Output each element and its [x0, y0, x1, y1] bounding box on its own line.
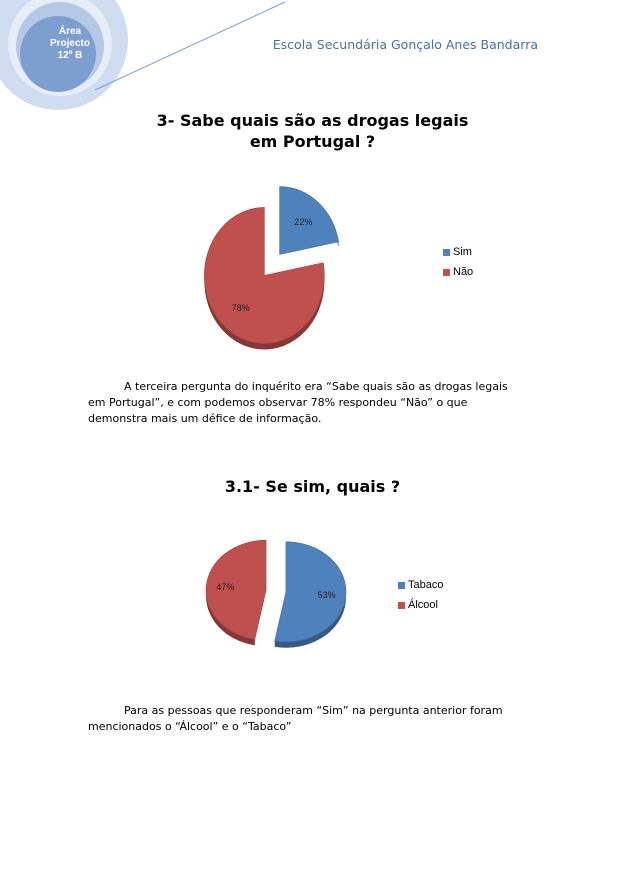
legend-swatch: [398, 602, 405, 609]
legend-item: [398, 595, 443, 615]
class-badge: [30, 26, 110, 90]
legend-item: [398, 575, 443, 595]
legend-item: [443, 262, 473, 282]
legend-label: Não: [453, 266, 474, 278]
question-1-title: [0, 110, 625, 152]
chart-legend: [398, 575, 443, 615]
pie-chart-legal-drugs: [190, 170, 390, 360]
pie-data-label: 22%: [294, 217, 313, 228]
pie-data-label: 53%: [317, 589, 336, 600]
question-2-title-line: 3.1- Se sim, quais ?: [224, 477, 401, 496]
legend-swatch: [398, 582, 405, 589]
school-name: Escola Secundária Gonçalo Anes Bandarra: [272, 37, 538, 52]
legend-label: Sim: [453, 246, 472, 258]
pie-data-label: 78%: [231, 302, 250, 313]
question-2-title: [0, 476, 625, 497]
legend-label: Tabaco: [408, 579, 444, 591]
pie-chart-which-drugs: [190, 525, 370, 665]
legend-swatch: [443, 249, 450, 256]
legend-label: Álcool: [408, 599, 438, 611]
legend-swatch: [443, 269, 450, 276]
question-1-title-line: em Portugal ?: [249, 132, 376, 151]
badge-line: Projecto: [49, 38, 90, 49]
pie-slice: [206, 540, 266, 639]
badge-line: 12º B: [57, 50, 83, 61]
paragraph-text: A terceira pergunta do inquérito era “Sabe quais são as drogas legais em Portugal”, e com podemos observar 78% respondeu “Não” o que demonstra mais um défice de informação.: [88, 380, 508, 425]
chart-legend: [443, 242, 473, 282]
question-2-paragraph: [88, 703, 518, 735]
paragraph-text: Para as pessoas que responderam “Sim” na pergunta anterior foram mencionados o “Álcool” e o “Tabaco”: [88, 704, 503, 733]
question-1-paragraph: [88, 379, 518, 427]
badge-line: Área: [58, 26, 82, 37]
question-1-title-line: 3- Sabe quais são as drogas legais: [156, 111, 469, 130]
pie-data-label: 47%: [216, 582, 235, 593]
legend-item: [443, 242, 473, 262]
